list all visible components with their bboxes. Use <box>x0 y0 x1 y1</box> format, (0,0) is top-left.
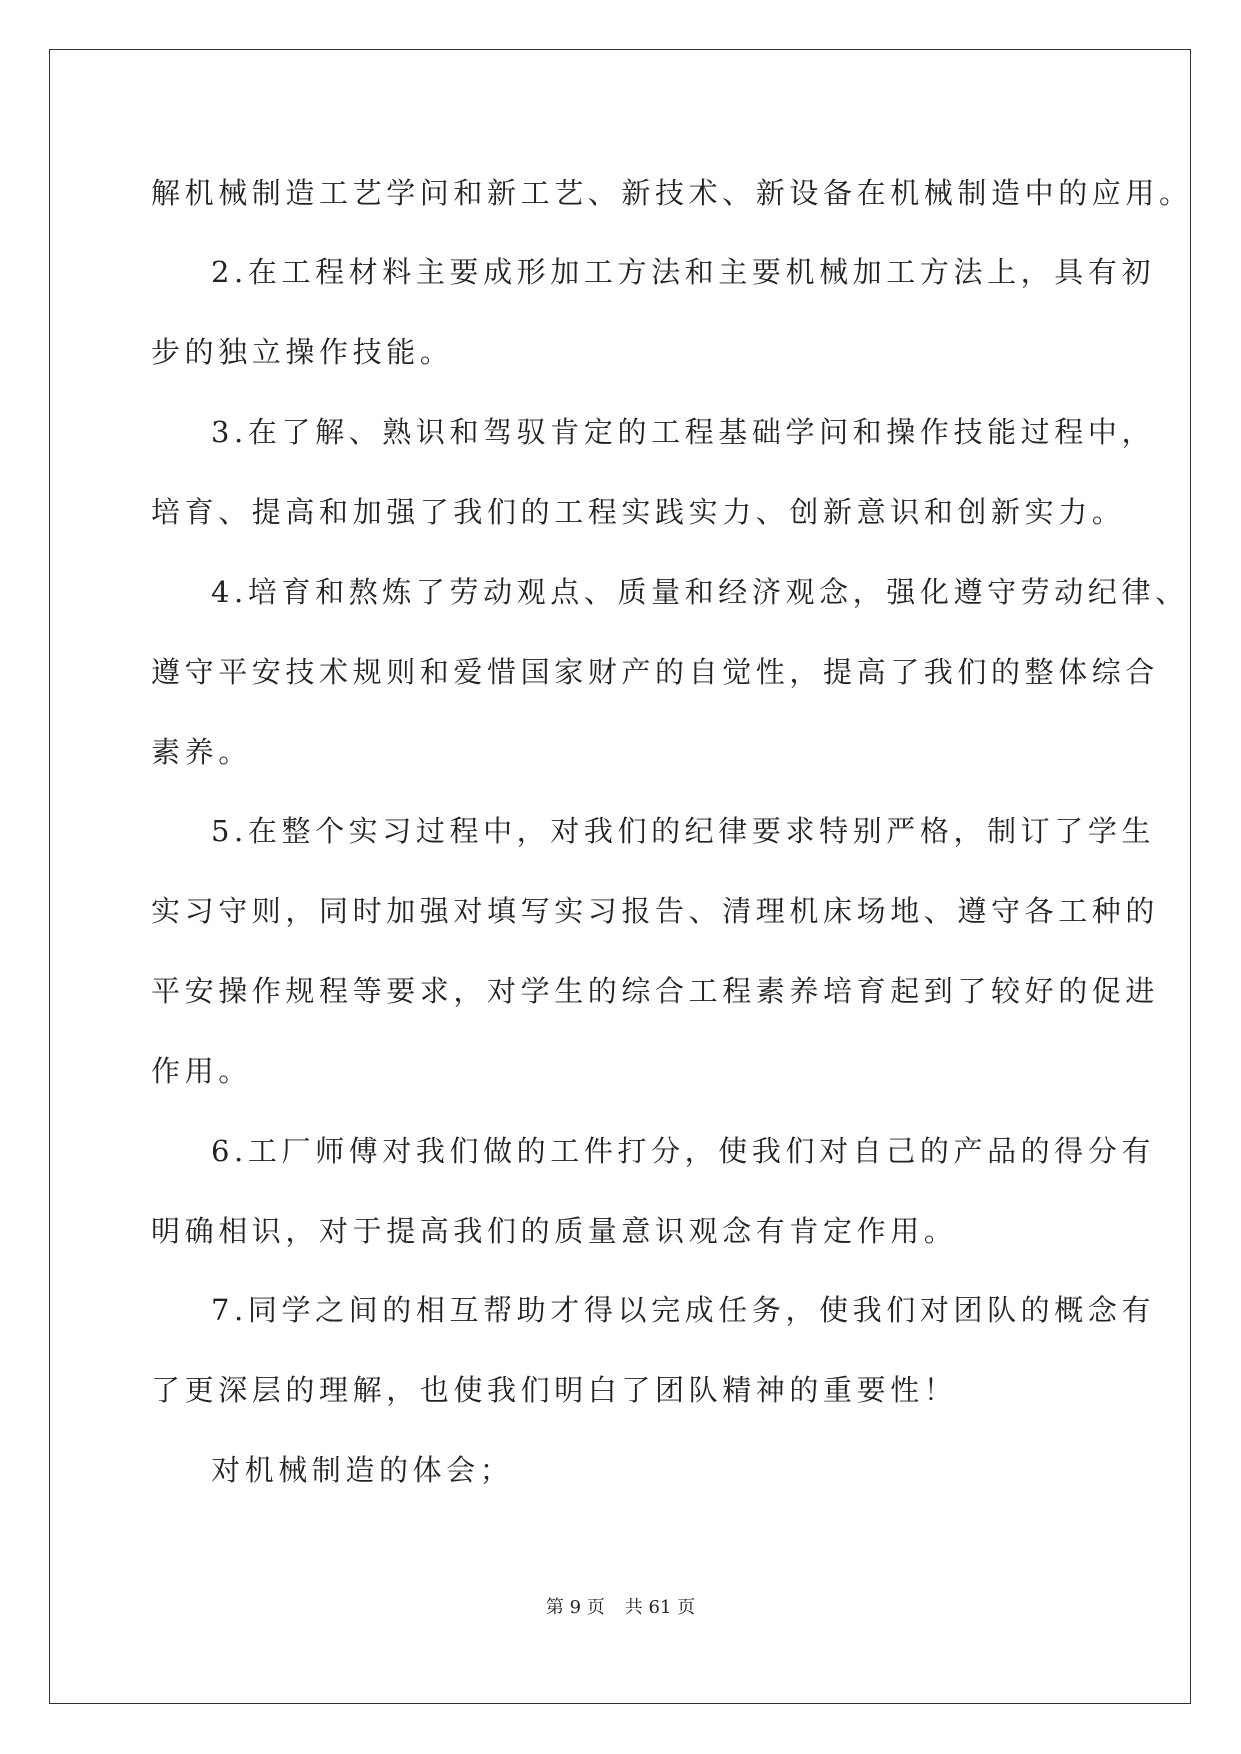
page-number: 第 9 页 <box>545 1597 605 1618</box>
text-line-10: 实习守则，同时加强对填写实习报告、清理机床场地、遵守各工种的 <box>151 894 1160 928</box>
text-line-1: 解机械制造工艺学问和新工艺、新技术、新设备在机械制造中的应用。 <box>151 176 1193 210</box>
text-line-7: 遵守平安技术规则和爱惜国家财产的自觉性，提高了我们的整体综合 <box>151 655 1160 689</box>
text-line-8: 素养。 <box>151 735 252 769</box>
text-line-12: 作用。 <box>151 1054 252 1088</box>
text-line-6: 4.培育和熬炼了劳动观点、质量和经济观念，强化遵守劳动纪律、 <box>211 575 1189 609</box>
text-line-4: 3.在了解、熟识和驾驭肯定的工程基础学问和操作技能过程中， <box>211 415 1156 449</box>
text-line-9: 5.在整个实习过程中，对我们的纪律要求特别严格，制订了学生 <box>211 814 1156 848</box>
text-line-15: 7.同学之间的相互帮助才得以完成任务，使我们对团队的概念有 <box>211 1293 1156 1327</box>
text-line-2: 2.在工程材料主要成形加工方法和主要机械加工方法上，具有初 <box>211 255 1156 289</box>
text-line-17: 对机械制造的体会； <box>211 1453 514 1487</box>
text-line-14: 明确相识，对于提高我们的质量意识观念有肯定作用。 <box>151 1214 958 1248</box>
page-footer <box>0 1596 1241 1620</box>
text-line-5: 培育、提高和加强了我们的工程实践实力、创新意识和创新实力。 <box>151 495 1126 529</box>
text-line-3: 步的独立操作技能。 <box>151 335 454 369</box>
text-line-13: 6.工厂师傅对我们做的工件打分，使我们对自己的产品的得分有 <box>211 1134 1156 1168</box>
text-line-16: 了更深层的理解，也使我们明白了团队精神的重要性！ <box>151 1373 958 1407</box>
page-total: 共 61 页 <box>624 1597 696 1618</box>
text-line-11: 平安操作规程等要求，对学生的综合工程素养培育起到了较好的促进 <box>151 974 1160 1008</box>
